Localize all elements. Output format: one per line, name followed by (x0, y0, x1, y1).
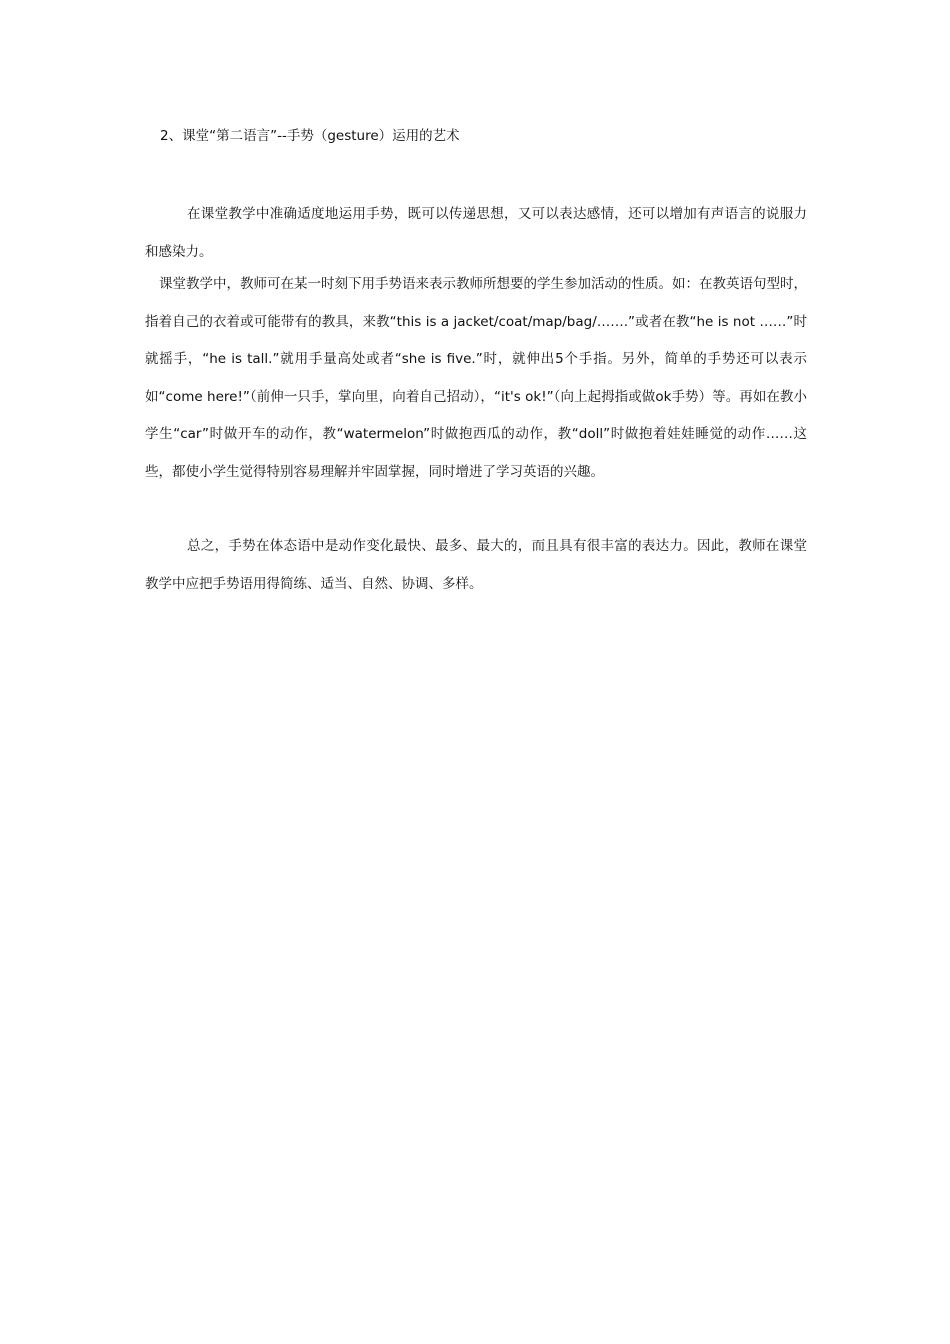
paragraph-conclusion: 总之，手势在体态语中是动作变化最快、最多、最大的，而且具有很丰富的表达力。因此，教师在课堂教学中应把手势语用得简练、适当、自然、协调、多样。 (145, 538, 807, 592)
paragraph-examples: 课堂教学中，教师可在某一时刻下用手势语来表示教师所想要的学生参加活动的性质。如：在教英语句型时，指着自己的衣着或可能带有的教具，来教“this is a jacket/coat/map/bag/…….”或者在教“he is not ……”时就摇手，“he is tall.”就用手量高处或者“she is five.”时，就伸出5个手指。另外，简单的手势还可以表示如“come here!”（前伸一只手，掌向里，向着自己招动），“it's ok!”（向上起拇指或做ok手势）等。再如在教小学生“car”时做开车的动作，教“watermelon”时做抱西瓜的动作，教“doll”时做抱着娃娃睡觉的动作……这些，都使小学生觉得特别容易理解并牢固掌握，同时增进了学习英语的兴趣。 (145, 276, 807, 480)
section-heading: 2、课堂“第二语言”--手势（gesture）运用的艺术 (160, 128, 460, 144)
paragraph-intro: 在课堂教学中准确适度地运用手势，既可以传递思想，又可以表达感情，还可以增加有声语言的说服力和感染力。 (145, 206, 807, 260)
